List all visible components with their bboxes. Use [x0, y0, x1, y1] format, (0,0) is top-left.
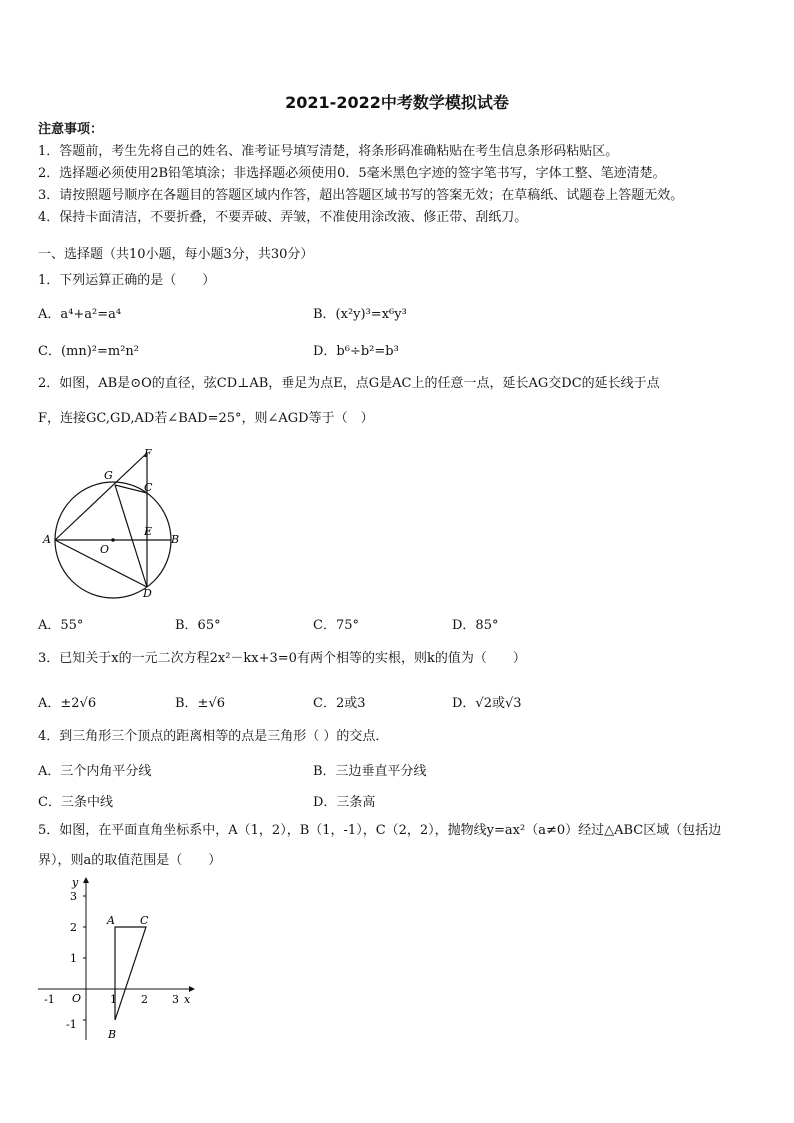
point-b-label: B	[108, 1028, 117, 1041]
q1-option-c: C．(mn)²=m²n²	[38, 344, 140, 359]
x-tick: 3	[172, 993, 179, 1006]
point-a-label: A	[107, 914, 115, 927]
q1-option-b: B．(x²y)³=x⁶y³	[313, 307, 407, 322]
question-3-stem: 3．已知关于x的一元二次方程2x²－kx+3=0有两个相等的实根，则k的值为（ ）	[38, 651, 526, 666]
origin-label: O	[72, 992, 82, 1005]
y-tick: 2	[70, 921, 77, 934]
question-5-line1: 5．如图，在平面直角坐标系中，A（1，2），B（1，-1），C（2，2），抛物线y=ax²（a≠0）经过△ABC区域（包括边	[38, 823, 722, 838]
notice-heading: 注意事项：	[38, 122, 104, 137]
y-tick: 3	[70, 890, 77, 903]
q3-option-c: C．2或3	[313, 696, 366, 711]
label-f: F	[144, 447, 152, 460]
circle-geometry-figure	[36, 445, 186, 605]
label-e: E	[144, 525, 153, 538]
q3-option-a: A．±2√6	[38, 696, 97, 711]
question-2-line1: 2．如图，AB是⊙O的直径，弦CD⊥AB，垂足为点E，点G是AC上的任意一点，延长AG交DC的延长线于点	[38, 376, 660, 391]
x-tick: 2	[141, 993, 148, 1006]
q1-option-a: A．a⁴+a²=a⁴	[38, 307, 122, 322]
point-c-label: C	[140, 914, 149, 927]
q2-option-a: A．55°	[38, 618, 84, 633]
q2-option-d: D．85°	[452, 618, 499, 633]
label-o: O	[100, 543, 110, 556]
label-c: C	[144, 481, 153, 494]
label-d: D	[143, 587, 152, 600]
y-tick: -1	[66, 1018, 77, 1031]
axis-y-label: y	[72, 876, 79, 889]
notice-item: 3．请按照题号顺序在各题目的答题区域内作答，超出答题区域书写的答案无效；在草稿纸、试题卷上答题无效。	[38, 188, 684, 203]
notice-item: 2．选择题必须使用2B铅笔填涂；非选择题必须使用0．5毫米黑色字迹的签字笔书写，字体工整、笔迹清楚。	[38, 166, 666, 181]
label-g: G	[104, 469, 113, 482]
q4-option-b: B．三边垂直平分线	[313, 764, 427, 779]
y-tick: 1	[70, 952, 77, 965]
label-b: B	[171, 533, 180, 546]
q4-option-a: A．三个内角平分线	[38, 764, 152, 779]
q1-option-d: D．b⁶÷b²=b³	[313, 344, 399, 359]
question-1-stem: 1．下列运算正确的是（ ）	[38, 273, 216, 288]
notice-item: 4．保持卡面清洁，不要折叠，不要弄破、弄皱，不准使用涂改液、修正带、刮纸刀。	[38, 210, 528, 225]
question-5-line2: 界），则a的取值范围是（ ）	[38, 853, 222, 868]
question-2-line2: F，连接GC,GD,AD若∠BAD=25°，则∠AGD等于（ ）	[38, 411, 374, 426]
label-a: A	[43, 533, 51, 546]
coordinate-plane-figure	[34, 872, 204, 1047]
page-title: 2021-2022中考数学模拟试卷	[285, 93, 509, 112]
axis-x-label: x	[184, 993, 191, 1006]
q2-option-c: C．75°	[313, 618, 359, 633]
q4-option-d: D．三条高	[313, 795, 376, 810]
question-4-stem: 4．到三角形三个顶点的距离相等的点是三角形（ ）的交点．	[38, 729, 389, 744]
q2-option-b: B．65°	[175, 618, 221, 633]
q3-option-b: B．±√6	[175, 696, 226, 711]
x-tick: -1	[44, 993, 55, 1006]
notice-item: 1．答题前，考生先将自己的姓名、准考证号填写清楚，将条形码准确粘贴在考生信息条形码粘贴区。	[38, 144, 619, 159]
x-tick: 1	[110, 993, 117, 1006]
q3-option-d: D．√2或√3	[452, 696, 522, 711]
q4-option-c: C．三条中线	[38, 795, 113, 810]
section-heading: 一、选择题（共10小题，每小题3分，共30分）	[38, 247, 314, 262]
